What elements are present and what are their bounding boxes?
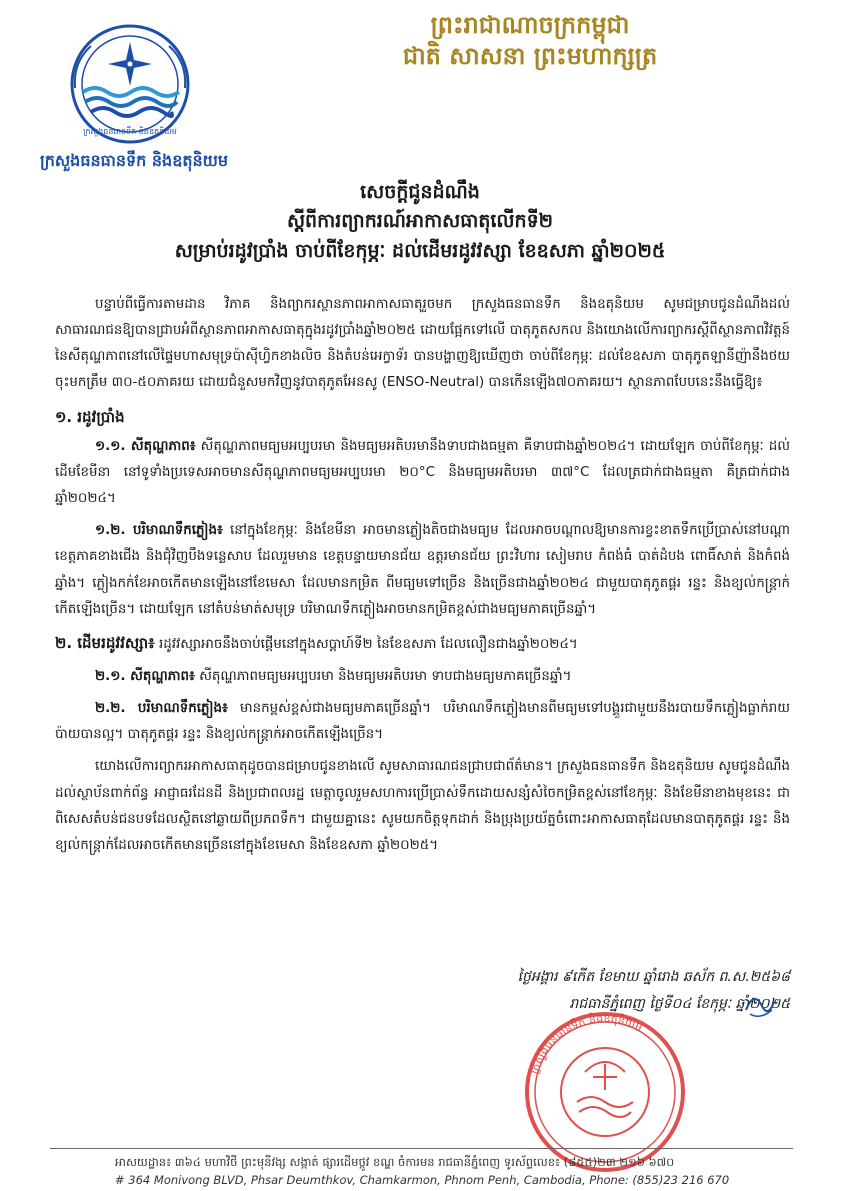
announcement-body — [55, 292, 790, 865]
section-1-heading: ១. រដូវប្រាំង — [55, 407, 125, 426]
section-1-1-text: សីតុណ្ហភាពមធ្យមអប្បបរមា និងមធ្យមអតិបរមានឹងទាបជាងធម្មតា គឺទាបជាងឆ្នាំ២០២៤។ ដោយឡែក ចាប់ពីខែកុម្ភៈ ដល់ដើមខែមីនា នៅទូទាំងប្រទេសអាចមានសីតុណ្ហភាពមធ្យមអប្បបរមា ២០°C និងមធ្យមអតិបរមា ៣៧°C ដែលត្រជាក់ជាងធម្មតា គឺត្រជាក់ជាងឆ្នាំ២០២៤។ — [55, 438, 790, 507]
ministry-logo — [55, 22, 205, 152]
section-1-1-label: ១.១. សីតុណ្ហភាព៖ — [95, 438, 196, 454]
title-line-2: ស្តីពីការព្យាករណ៍អាកាសធាតុលើកទី២ — [286, 210, 554, 233]
logo-text: ក្រសួងធនធានទឹក និងឧតុនិយម — [83, 127, 177, 136]
section-2-heading: ២. ដើមរដូវវស្សា៖ — [55, 633, 155, 652]
ministry-name: ក្រសួងធនធានទឹក និងឧតុនិយម — [40, 151, 229, 170]
official-seal — [505, 1002, 705, 1172]
section-1-2-label: ១.២. បរិមាណទឹកភ្លៀង៖ — [95, 523, 223, 539]
gregorian-date: រាជធានីភ្នំពេញ ថ្ងៃទី០៤ ខែកុម្ភៈ ឆ្នាំ២០២៥ — [569, 996, 790, 1013]
section-2-heading-row — [55, 629, 790, 658]
section-1-2 — [55, 518, 790, 623]
footer-divider — [50, 1148, 793, 1149]
section-2-1 — [55, 664, 790, 690]
section-2-heading-text: រដូវវស្សាអាចនឹងចាប់ផ្តើមនៅក្នុងសប្តាហ៍ទី២ នៃខែឧសភា ដែលលឿនជាងឆ្នាំ២០២៤។ — [154, 636, 578, 652]
intro-paragraph: បន្ទាប់ពីធ្វើការតាមដាន វិភាគ និងព្យាករស្ថានភាពអាកាសធាតុរួចមក ក្រសួងធនធានទឹក និងឧតុនិយម សូមជម្រាបជូនដំណឹងដល់សាធារណជនឱ្យបានជ្រាបអំពីស្ថានភាពអាកាសធាតុក្នុងរដូវប្រាំងឆ្នាំ២០២៥ ដោយផ្អែកទៅលើ បាតុភូតសកល និងយោងលើការព្យាករស្តីពីស្ថានភាពវិវត្តន៍នៃសីតុណ្ហភាពនៅលើផ្ទៃមហាសមុទ្រប៉ាស៊ីហ្វិកខាងលិច និងតំបន់អេក្វាទ័រ បានបង្ហាញឱ្យឃើញថា ចាប់ពីខែកុម្ភៈ ដល់ខែឧសភា បាតុភូតឡានីញ៉ានឹងថយចុះមកត្រឹម ៣០-៥០ភាគរយ ដោយជំនួសមកវិញនូវបាតុភូតអែនសូ (ENSO-Neutral) បានកើនឡើង៧០ភាគរយ។ ស្ថានភាពបែបនេះនឹងធ្វើឱ្យ៖ — [55, 297, 790, 391]
title-line-3: សម្រាប់រដូវប្រាំង ចាប់ពីខែកុម្ភៈ ដល់ដើមរដូវវស្សា ខែឧសភា ឆ្នាំ២០២៥ — [174, 239, 666, 262]
kingdom-motto — [270, 10, 790, 72]
section-1-2-text: នៅក្នុងខែកុម្ភៈ និងខែមីនា អាចមានភ្លៀងតិចជាងមធ្យម ដែលអាចបណ្តាលឱ្យមានការខ្វះខាតទឹកប្រើប្រាស់នៅបណ្តាខេត្តភាគខាងជើង និងជុំវិញបឹងទន្លេសាប ដែលរួមមាន ខេត្តបន្ទាយមានជ័យ ឧត្តរមានជ័យ ព្រះវិហារ សៀមរាប កំពង់ធំ បាត់ដំបង ពោធិ៍សាត់ និងកំពង់ឆ្នាំង។ ភ្លៀងកក់ខែអាចកើតមានឡើងនៅខែមេសា ដែលមានកម្រិត ពីមធ្យមទៅច្រើន និងច្រើនជាងឆ្នាំ២០២៤ ជាមួយបាតុភូតផ្គរ រន្ទះ និងខ្យល់កន្ត្រាក់កើតឡើងច្រើន។ ដោយឡែក នៅតំបន់មាត់សមុទ្រ បរិមាណទឹកភ្លៀងអាចមានកម្រិតខ្ពស់ជាងមធ្យមភាគច្រើនឆ្នាំ។ — [55, 523, 790, 617]
section-2-2-label: ២.២. បរិមាណទឹកភ្លៀង៖ — [95, 701, 228, 717]
address-english: # 364 Monivong BLVD, Phsar Deumthkov, Chamkarmon, Phnom Penh, Cambodia, Phone: (855)23 216 670 — [115, 1173, 730, 1188]
svg-text:ក្រសួងធនធានទឹក និងឧតុនិយម — [528, 1012, 645, 1076]
section-2-1-label: ២.១. សីតុណ្ហភាព៖ — [95, 669, 195, 685]
announcement-title — [40, 178, 800, 266]
kingdom-line-1: ព្រះរាជាណាចក្រកម្ពុជា — [430, 11, 630, 39]
address-khmer: អាសយដ្ឋាន៖ ៣៦៤ មហាវិថី ព្រះមុនីវង្ស សង្កាត់ ផ្សារដើមថ្កូវ ខណ្ឌ ចំការមន រាជធានីភ្នំពេញ ទូរស័ព្ទលេខ៖ (៨៥៥)២៣ ២១៦ ៦៧០ — [115, 1155, 675, 1169]
section-2-2-text: មានកម្ពស់ខ្ពស់ជាងមធ្យមភាគច្រើនឆ្នាំ។ បរិមាណទឹកភ្លៀងមានពីមធ្យមទៅបង្គួរជាមួយនឹងរបាយទឹកភ្លៀងធ្លាក់រាយប៉ាយបានល្អ។ បាតុភូតផ្គរ រន្ទះ និងខ្យល់កន្ត្រាក់អាចកើតឡើងច្រើន។ — [55, 701, 790, 743]
lunar-date: ថ្ងៃអង្គារ ៩កើត ខែមាឃ ឆ្នាំរោង ឆស័ក ព.ស.២៥៦៨ — [517, 969, 790, 985]
section-2-1-text: សីតុណ្ហភាពមធ្យមអប្បបរមា និងមធ្យមអតិបរមា ទាបជាងមធ្យមភាគច្រើនឆ្នាំ។ — [194, 669, 572, 685]
section-1-1 — [55, 434, 790, 512]
kingdom-line-2: ជាតិ សាសនា ព្រះមហាក្សត្រ — [402, 42, 658, 71]
signature-mark — [740, 980, 780, 1030]
seal-ring-text: ក្រសួងធនធានទឹក និងឧតុនិយម — [527, 1011, 645, 1076]
title-line-1: សេចក្តីជូនដំណឹង — [360, 181, 480, 203]
section-2-2 — [55, 696, 790, 748]
footer — [115, 1153, 815, 1190]
closing-paragraph: យោងលើការព្យាករអាកាសធាតុដូចបានជម្រាបជូនខាងលើ សូមសាធារណជនជ្រាបជាព័ត៌មាន។ ក្រសួងធនធានទឹក និងឧតុនិយម សូមជូនដំណឹងដល់ស្ថាប័នពាក់ព័ន្ធ អាជ្ញាធរដែនដី និងប្រជាពលរដ្ឋ មេត្តាចូលរួមសហការប្រើប្រាស់ទឹកដោយសន្សំសំចៃកម្រិតខ្ពស់នៅខែកុម្ភៈ និងខែមីនាខាងមុខនេះ ជាពិសេសតំបន់ជនបទដែលស្ថិតនៅឆ្ងាយពីប្រភពទឹក។ ជាមួយគ្នានេះ សូមយកចិត្តទុកដាក់ និងប្រុងប្រយ័ត្នចំពោះអាកាសធាតុដែលមានបាតុភូតផ្គរ រន្ទះ និងខ្យល់កន្ត្រាក់ដែលអាចកើតមានច្រើននៅក្នុងខែមេសា និងខែឧសភា ឆ្នាំ២០២៥។ — [55, 759, 790, 853]
